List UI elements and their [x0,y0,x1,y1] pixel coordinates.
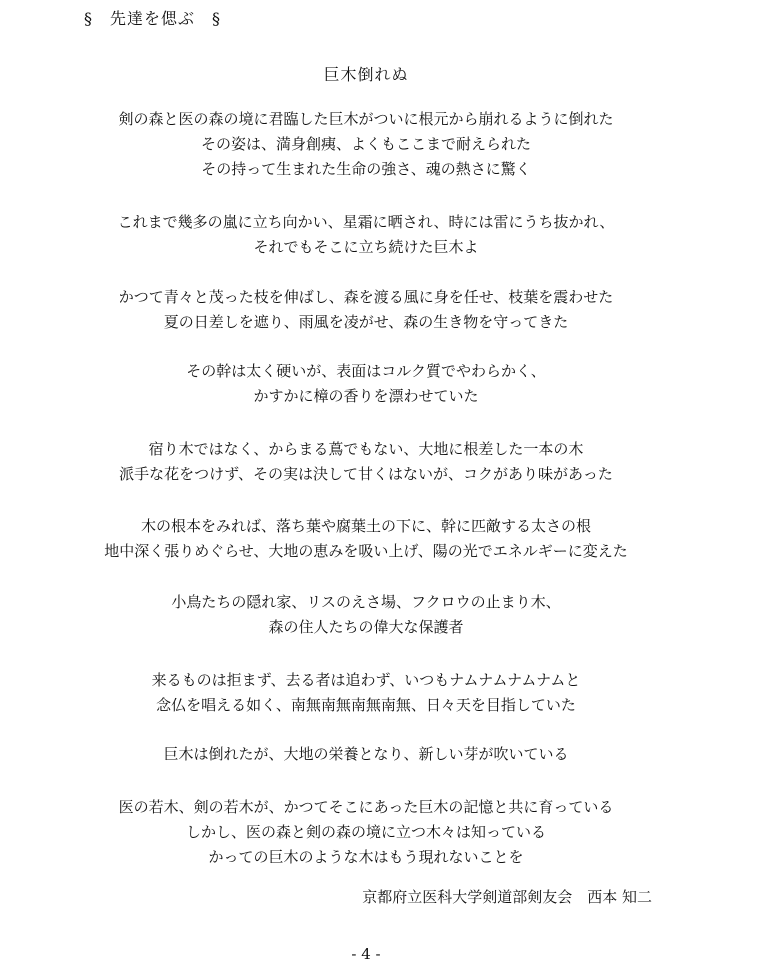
poem-line: 森の住人たちの偉大な保護者 [268,618,464,636]
stanza [0,210,732,260]
poem-line: 夏の日差しを遮り、雨風を凌がせ、森の生き物を守ってきた [163,313,569,331]
poem-line: 宿り木ではなく、からまる蔦でもない、大地に根差した一本の木 [148,440,584,458]
poem-body [0,107,732,870]
stanza [0,590,732,640]
poem-line: その持って生まれた生命の強さ、魂の熱さに驚く [201,160,531,178]
poem-line: 地中深く張りめぐらせ、大地の恵みを吸い上げ、陽の光でエネルギーに変えた [104,542,628,560]
stanza [0,742,732,767]
poem-line: かっての巨木のような木はもう現れないことを [208,848,524,866]
poem-line: かすかに樟の香りを漂わせていた [253,387,479,405]
poem-line: その姿は、満身創痍、よくもここまで耐えられた [200,135,531,153]
poem-line: 木の根本をみれば、落ち葉や腐葉土の下に、幹に匹敵する太さの根 [140,517,591,535]
section-header: § 先達を偲ぶ § [84,9,222,28]
stanza [0,359,732,409]
page-number: - 4 - [351,945,381,963]
poem-line: その幹は太く硬いが、表面はコルク質でやわらかく、 [186,362,546,380]
stanza [0,668,732,718]
stanza [0,795,732,870]
poem-line: それでもそこに立ち続けた巨木よ [253,238,479,256]
poem-line: 剣の森と医の森の境に君臨した巨木がついに根元から崩れるように倒れた [118,110,614,128]
poem-line: かつて青々と茂った枝を伸ばし、森を渡る風に身を任せ、枝葉を震わせた [118,288,614,306]
author-signature: 京都府立医科大学剣道部剣友会 西本 知二 [362,888,652,906]
poem-title: 巨木倒れぬ [323,65,409,84]
poem-line: しかし、医の森と剣の森の境に立つ木々は知っている [185,823,546,841]
poem-line: 小鳥たちの隠れ家、リスのえさ場、フクロウの止まり木、 [171,593,561,611]
stanza [0,514,732,564]
stanza [0,285,732,335]
poem-line: 医の若木、剣の若木が、かつてそこにあった巨木の記憶と共に育っている [118,798,614,816]
poem-line: 巨木は倒れたが、大地の栄養となり、新しい芽が吹いている [163,745,569,763]
poem-line: 来るものは拒まず、去る者は追わず、いつもナムナムナムナムと [151,671,581,689]
stanza [0,437,732,487]
poem-line: 派手な花をつけず、その実は決して甘くはないが、コクがあり味があった [119,465,613,483]
poem-line: これまで幾多の嵐に立ち向かい、星霜に晒され、時には雷にうち抜かれ、 [117,213,615,231]
stanza [0,107,732,182]
poem-line: 念仏を唱える如く、南無南無南無南無、日々天を目指していた [156,696,576,714]
